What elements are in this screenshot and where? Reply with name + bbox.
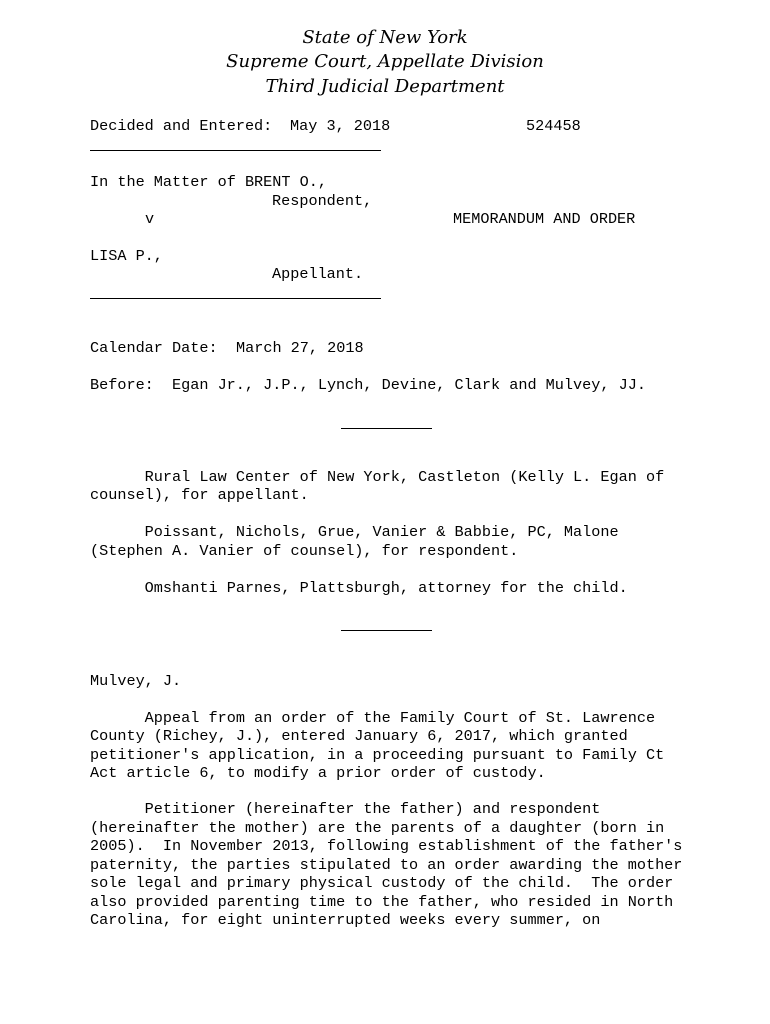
court-state-heading: State of New York <box>302 27 468 48</box>
calendar-date: March 27, 2018 <box>236 339 364 357</box>
appellant-role: Appellant. <box>272 265 364 283</box>
decided-label: Decided and Entered: <box>90 117 273 135</box>
caption-bottom-rule <box>90 298 381 299</box>
paragraph-line: 2005). In November 2013, following establishment of the father's <box>90 837 683 855</box>
other-party: LISA P., <box>90 247 163 265</box>
counsel-respondent-line: Poissant, Nichols, Grue, Vanier & Babbie, PC, Malone <box>90 523 619 541</box>
counsel-appellant-line: counsel), for appellant. <box>90 486 309 504</box>
section-divider <box>341 428 432 429</box>
department-heading: Third Judicial Department <box>265 76 505 97</box>
calendar-label: Calendar Date: <box>90 339 218 357</box>
court-name-heading: Supreme Court, Appellate Division <box>226 51 544 72</box>
before-label: Before: <box>90 376 154 394</box>
paragraph-line: (hereinafter the mother) are the parents of a daughter (born in <box>90 819 665 837</box>
paragraph-line: Appeal from an order of the Family Court of St. Lawrence <box>90 709 656 727</box>
paragraph-line: Act article 6, to modify a prior order of custody. <box>90 764 546 782</box>
paragraph-line: sole legal and primary physical custody of the child. The order <box>90 874 674 892</box>
paragraph-line: Petitioner (hereinafter the father) and respondent <box>90 800 601 818</box>
paragraph-line: petitioner's application, in a proceeding pursuant to Family Ct <box>90 746 665 764</box>
counsel-child-line: Omshanti Parnes, Plattsburgh, attorney for the child. <box>90 579 628 597</box>
paragraph-line: County (Richey, J.), entered January 6, 2017, which granted <box>90 727 628 745</box>
caption-top-rule <box>90 150 381 151</box>
section-divider <box>341 630 432 631</box>
paragraph-line: paternity, the parties stipulated to an order awarding the mother <box>90 856 683 874</box>
counsel-appellant-line: Rural Law Center of New York, Castleton (Kelly L. Egan of <box>90 468 665 486</box>
matter-of-party: In the Matter of BRENT O., <box>90 173 327 191</box>
versus: v <box>145 210 155 228</box>
paragraph-line: Carolina, for eight uninterrupted weeks every summer, on <box>90 911 601 929</box>
decided-date: May 3, 2018 <box>290 117 391 135</box>
justices: Egan Jr., J.P., Lynch, Devine, Clark and Mulvey, JJ. <box>172 376 646 394</box>
respondent-role: Respondent, <box>272 192 373 210</box>
opinion-author: Mulvey, J. <box>90 672 182 690</box>
document-type: MEMORANDUM AND ORDER <box>453 210 636 228</box>
docket-number: 524458 <box>526 117 581 135</box>
paragraph-line: also provided parenting time to the father, who resided in North <box>90 893 674 911</box>
counsel-respondent-line: (Stephen A. Vanier of counsel), for respondent. <box>90 542 519 560</box>
